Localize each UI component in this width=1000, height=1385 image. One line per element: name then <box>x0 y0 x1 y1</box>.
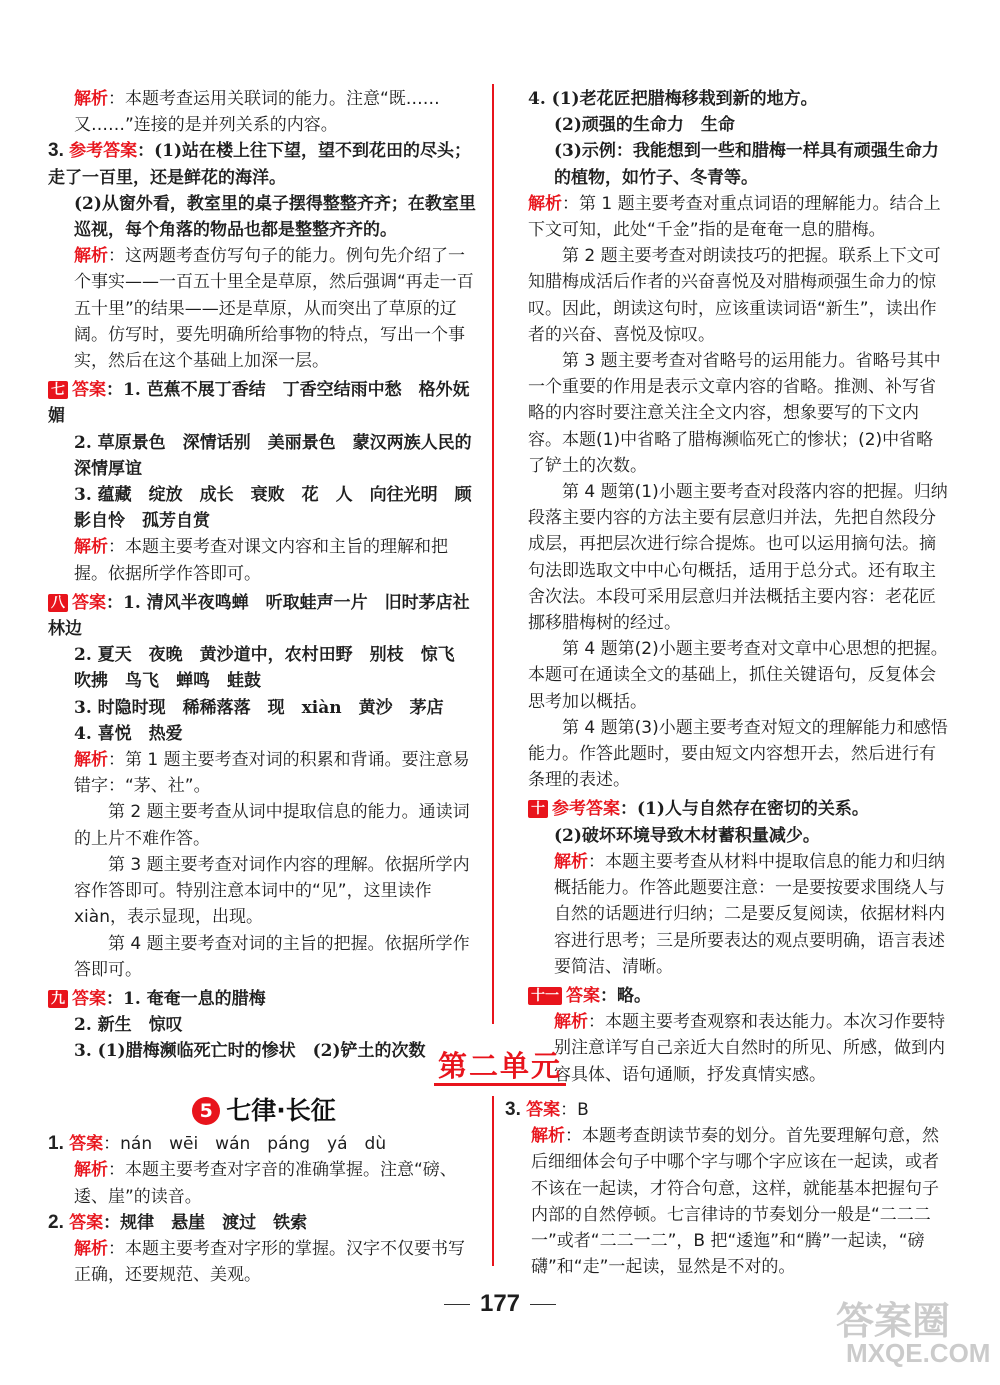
body-text: 3. 时隐时现 稀稀落落 现 xiàn 黄沙 茅店 <box>74 697 444 718</box>
body-text: 2. 夏天 夜晚 黄沙道中，农村田野 别枝 惊飞 吹拂 鸟飞 蝉鸣 蛙鼓 <box>74 645 472 692</box>
body-text: 第 3 题主要考查对词作内容的理解。依据所学内容作答即可。特别注意本词中的“见”，这里读作 xiàn，表示显现，出现。 <box>74 854 470 928</box>
text-paragraph <box>48 1131 480 1157</box>
text-paragraph <box>528 138 948 190</box>
text-paragraph <box>528 849 948 980</box>
body-text: 1. <box>48 1133 70 1155</box>
body-text: 2. 新生 惊叹 <box>74 1015 183 1036</box>
text-paragraph <box>48 931 480 983</box>
body-text: ：本题主要考查对字音的准确掌握。注意“磅、逶、崖”的读音。 <box>74 1160 457 1207</box>
text-paragraph <box>528 823 948 849</box>
body-text: ：我能想到一些和腊梅一样具有顽强生命力的植物，如竹子、冬青等。 <box>554 141 939 188</box>
text-paragraph <box>48 191 480 243</box>
question-number-badge: 七 <box>48 381 68 399</box>
page-number-text: 177 <box>479 1290 521 1317</box>
body-text: ：(1)站在楼上往下望，望不到花田的尽头；走了一百里，还是鲜花的海洋。 <box>48 141 472 188</box>
watermark-url: MXQE.COM <box>846 1338 991 1368</box>
text-paragraph <box>48 799 480 851</box>
text-paragraph <box>48 377 480 429</box>
body-text: 2. <box>48 1211 70 1233</box>
text-paragraph <box>528 348 948 479</box>
label-text: 答案 <box>566 985 600 1006</box>
label-text: 解析 <box>531 1126 565 1147</box>
text-paragraph <box>48 695 480 721</box>
body-text: (2)从窗外看，教室里的桌子摆得整整齐齐；在教室里巡视，每个角落的物品也都是整整齐齐的。 <box>74 193 476 241</box>
body-text: 第 4 题第(2)小题主要考查对文章中心思想的把握。本题可在通读全文的基础上，抓住关键语句，反复体会思考加以概括。 <box>528 639 948 712</box>
body-text: 第 4 题主要考查对词的主旨的把握。依据所学作答即可。 <box>74 933 470 980</box>
body-text: ：本题主要考查从材料中提取信息的能力和归纳概括能力。作答此题要注意：一是要按要求围绕人与自然的话题进行归纳；二是要反复阅读，依据材料内容进行思考；三是所要表达的观点要明确，语言表述要简洁、清晰。 <box>554 851 945 977</box>
text-paragraph <box>528 112 948 138</box>
text-paragraph <box>48 721 480 747</box>
column-divider <box>492 84 494 1024</box>
text-paragraph <box>528 191 948 243</box>
body-text: 3. <box>505 1099 527 1120</box>
text-paragraph <box>505 1123 945 1280</box>
text-paragraph <box>48 482 480 534</box>
body-text: ：这两题考查仿写句子的能力。例句先介绍了一个事实——一百五十里全是草原，然后强调“再走一百五十里”的结果——还是草原，从而突出了草原的辽阔。仿写时，要先明确所给事物的特点，写出一个事实，然后在这个基础上加深一层。 <box>74 246 474 372</box>
label-text: 解析 <box>554 851 588 872</box>
body-text: 4. 喜悦 热爱 <box>74 723 183 744</box>
body-text: 3. <box>48 140 70 162</box>
body-text: 示例 <box>581 141 616 162</box>
body-text: ：B <box>560 1100 589 1120</box>
body-text: ：略。 <box>600 985 651 1006</box>
body-text: ：规律 悬崖 渡过 铁索 <box>103 1212 308 1233</box>
label-text: 解析 <box>74 537 108 558</box>
body-text: 3. (1)腊梅濒临死亡时的惨状 (2)铲土的次数 <box>74 1041 426 1062</box>
text-paragraph <box>48 852 480 931</box>
body-text: 3. 蕴藏 绽放 成长 衰败 花 人 向往光明 顾影自怜 孤芳自赏 <box>74 485 472 532</box>
label-text: 答案 <box>72 988 106 1009</box>
label-text: 解析 <box>74 1160 108 1181</box>
left-column <box>48 86 480 1065</box>
text-paragraph <box>48 534 480 586</box>
text-paragraph <box>528 243 948 348</box>
label-text: 解析 <box>554 1012 588 1033</box>
body-text: ：本题主要考查对字形的掌握。汉字不仅要书写正确，还要规范、美观。 <box>74 1239 465 1286</box>
text-paragraph <box>48 642 480 694</box>
text-paragraph <box>48 590 480 642</box>
lesson-number-badge: 5 <box>192 1097 220 1125</box>
body-text: 第 4 题第(1)小题主要考查对段落内容的把握。归纳段落主要内容的方法主要有层意归并法，先把自然段分成层，再把层次进行综合提炼。也可以运用摘句法。摘句法即选取文中中心句概括，适用于总分式。还有取主舍次法。本段可采用层意归并法概括主要内容：老花匠挪移腊梅树的经过。 <box>528 482 948 634</box>
body-text: ：1. 芭蕉不展丁香结 丁香空结雨中愁 格外妩媚 <box>48 380 470 427</box>
body-text: ：第 1 题主要考查对词的积累和背诵。要注意易错字：“茅、社”。 <box>74 750 470 797</box>
text-paragraph <box>48 1236 480 1288</box>
body-text: 第 3 题主要考查对省略号的运用能力。省略号其中一个重要的作用是表示文章内容的省略。推测、补写省略的内容时要注意关注全文内容，想象要写的下文内容。本题(1)中省略了腊梅濒临死亡的惨状；(2)中省略了铲土的次数。 <box>528 351 941 476</box>
lesson-title: 七律·长征 <box>226 1096 336 1125</box>
page-dash-left <box>444 1304 470 1305</box>
text-paragraph <box>48 86 480 138</box>
body-text: ：(1)人与自然存在密切的关系。 <box>620 799 869 820</box>
unit-title-text: 第二单元 <box>434 1049 566 1086</box>
text-paragraph <box>528 479 948 636</box>
text-paragraph <box>48 747 480 799</box>
text-paragraph <box>48 138 480 190</box>
body-text: ：本题考查朗读节奏的划分。首先要理解句意，然后细细体会句子中哪个字与哪个字应该在一起读，或者不该在一起读，才符合句意，这样，就能基本把握句子内部的自然停顿。七言律诗的节奏划分一般是“二二二一”或者“二二一二”，B 把“逶迤”和“腾”一起读，“磅礴”和“走”一起读，显然是不对的。 <box>531 1126 939 1278</box>
label-text: 解析 <box>74 246 108 267</box>
text-paragraph <box>528 86 948 112</box>
body-text: 4. (1)老花匠把腊梅移栽到新的地方。 <box>528 89 818 109</box>
label-text: 解析 <box>74 1239 108 1260</box>
question-number-badge: 八 <box>48 594 68 612</box>
question-number-badge: 九 <box>48 990 68 1008</box>
text-paragraph <box>48 1157 480 1209</box>
text-paragraph <box>48 430 480 482</box>
body-text: ：本题主要考查观察和表达能力。本次习作要特别注意详写自己亲近大自然时的所见、所感，做到内容具体、语句通顺，抒发真情实感。 <box>554 1012 945 1085</box>
label-text: 答案 <box>69 1212 104 1233</box>
body-text: 第 2 题主要考查对朗读技巧的把握。联系上下文可知腊梅成活后作者的兴奋喜悦及对腊梅顽强生命力的惊叹。因此，朗读这句时，应该重读词语“新生”，读出作者的兴奋、喜悦及惊叹。 <box>528 246 941 345</box>
body-text: ：1. 奄奄一息的腊梅 <box>106 988 266 1009</box>
text-paragraph <box>48 1012 480 1038</box>
label-text: 参考答案 <box>552 799 620 820</box>
label-text: 解析 <box>74 89 108 109</box>
lesson-right-column <box>505 1097 945 1280</box>
body-text: ：第 1 题主要考查对重点词语的理解能力。结合上下文可知，此处“千金”指的是奄奄一息的腊梅。 <box>528 193 941 241</box>
question-number-badge: 十一 <box>528 987 562 1005</box>
body-text: (3) <box>554 141 582 162</box>
right-column <box>528 86 948 1088</box>
body-text: 第 2 题主要考查从词中提取信息的能力。通读词的上片不难作答。 <box>74 802 470 849</box>
text-paragraph <box>48 986 480 1012</box>
label-text: 答案 <box>526 1100 561 1120</box>
label-text: 参考答案 <box>69 141 138 162</box>
page-dash-right <box>530 1304 556 1305</box>
body-text: 2. 草原景色 深情话别 美丽景色 蒙汉两族人民的深情厚谊 <box>74 432 472 479</box>
body-text: ：本题考查运用关联词的能力。注意“既……又……”连接的是并列关系的内容。 <box>74 89 440 136</box>
text-paragraph <box>48 243 480 374</box>
label-text: 解析 <box>528 193 562 214</box>
column-divider-lower <box>492 1096 494 1266</box>
body-text: ：本题主要考查对课文内容和主旨的理解和把握。依据所学作答即可。 <box>74 537 448 584</box>
body-text: ：nán wēi wán páng yá dù <box>103 1134 387 1155</box>
text-paragraph <box>528 983 948 1009</box>
body-text: 第 4 题第(3)小题主要考查对短文的理解能力和感悟能力。作答此题时，要由短文内容想开去，然后进行有条理的表述。 <box>528 717 948 791</box>
body-text: (2)破坏环境导致木材蓄积量减少。 <box>554 825 820 846</box>
unit-title <box>0 1044 1000 1085</box>
lesson-left-content <box>48 1131 480 1288</box>
text-paragraph <box>505 1097 945 1123</box>
question-number-badge: 十 <box>528 800 548 818</box>
lesson-left-column <box>48 1097 480 1288</box>
lesson-header <box>48 1097 480 1127</box>
label-text: 答案 <box>69 1134 104 1155</box>
label-text: 答案 <box>72 592 106 613</box>
text-paragraph <box>528 796 948 822</box>
text-paragraph <box>528 715 948 794</box>
body-text: (2)顽强的生命力 生命 <box>554 115 735 136</box>
watermark-logo: 答案圈 <box>836 1301 951 1343</box>
text-paragraph <box>528 636 948 715</box>
label-text: 答案 <box>72 380 106 401</box>
text-paragraph <box>48 1210 480 1236</box>
label-text: 解析 <box>74 750 108 771</box>
body-text: ：1. 清风半夜鸣蝉 听取蛙声一片 旧时茅店社林边 <box>48 592 470 640</box>
